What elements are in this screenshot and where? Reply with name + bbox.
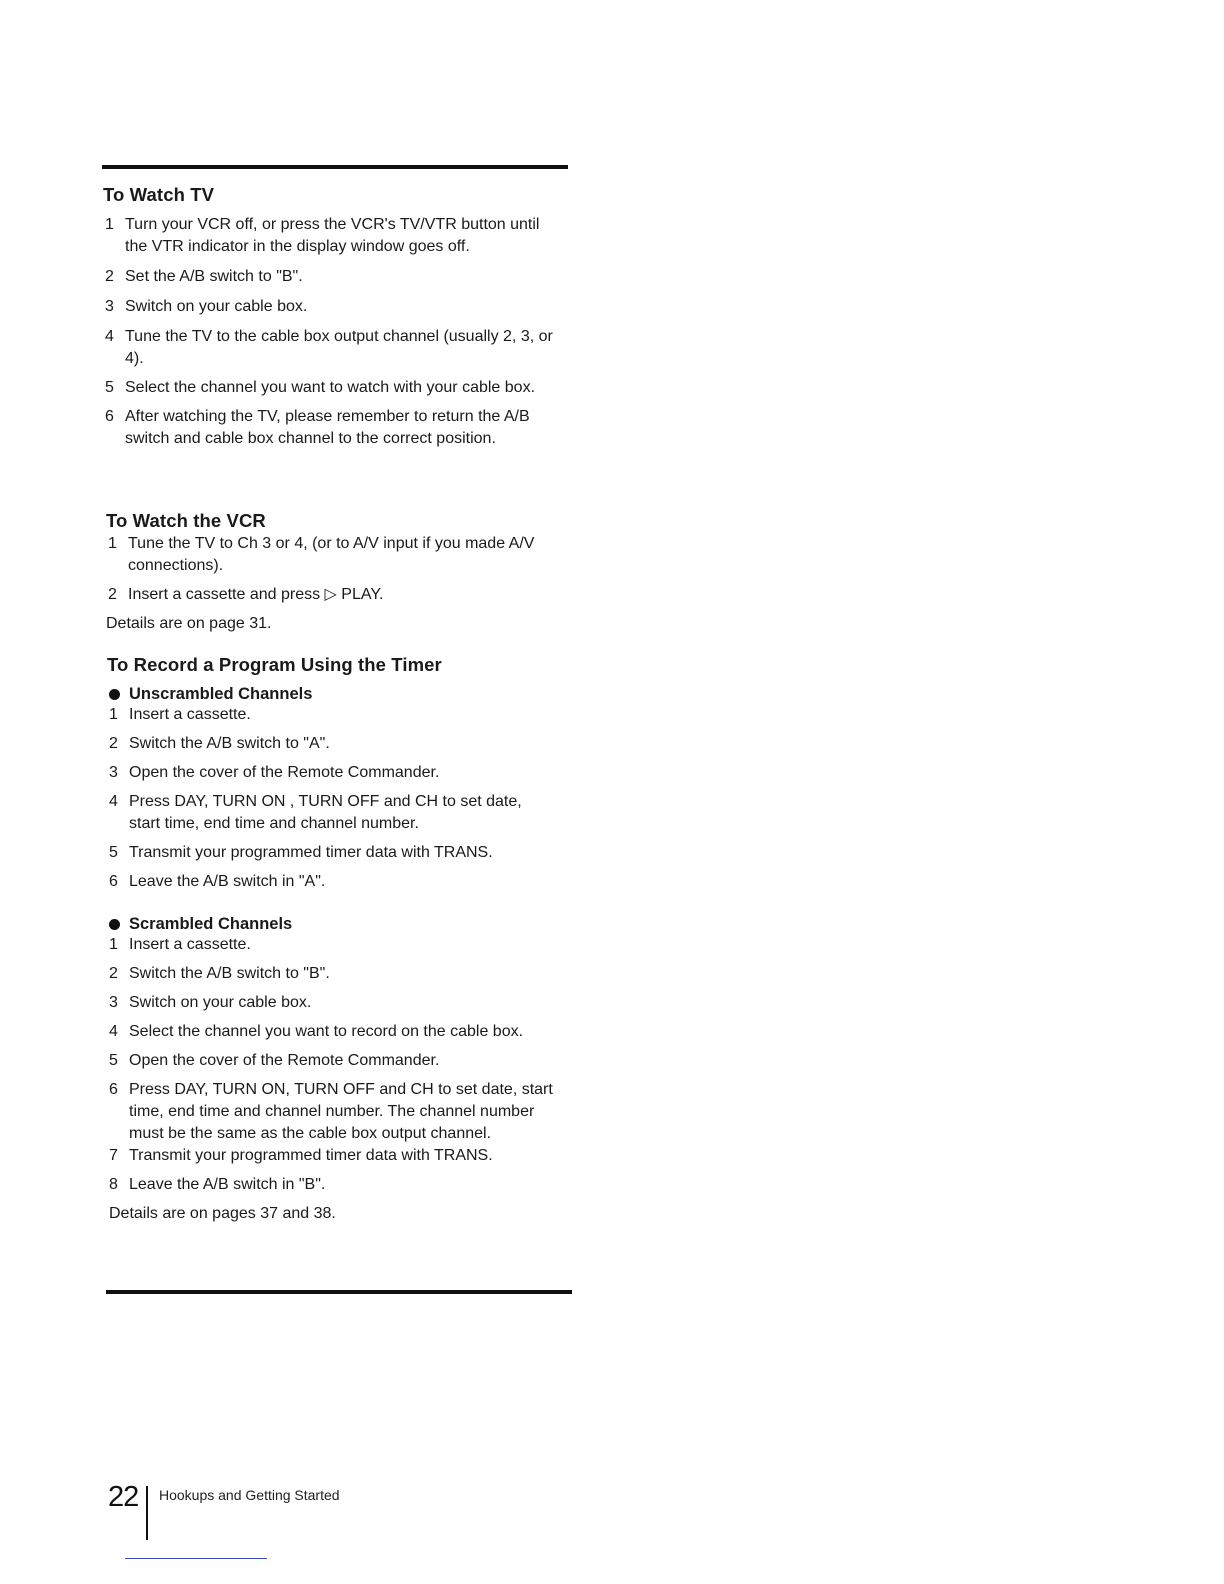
list-item: 5 Select the channel you want to watch with your cable box. bbox=[105, 379, 536, 396]
list-item: 2 Switch the A/B switch to "A". bbox=[109, 735, 330, 752]
list-item: 2 Switch the A/B switch to "B". bbox=[109, 965, 330, 982]
record-timer-details-note: Details are on pages 37 and 38. bbox=[109, 1205, 336, 1222]
list-item: 6 After watching the TV, please remember to return the A/B switch and cable box channel to the correct position. bbox=[105, 408, 530, 447]
list-item: 3 Switch on your cable box. bbox=[105, 298, 308, 315]
bottom-rule bbox=[106, 1290, 572, 1294]
watch-vcr-steps bbox=[106, 533, 564, 606]
list-item: 5 Open the cover of the Remote Commander. bbox=[109, 1052, 440, 1069]
page-number: 22 bbox=[108, 1481, 139, 1513]
list-item: 2 Insert a cassette and press ▷ PLAY. bbox=[108, 586, 384, 603]
record-timer-heading: To Record a Program Using the Timer bbox=[107, 654, 442, 675]
footer-section-title: Hookups and Getting Started bbox=[159, 1487, 340, 1503]
list-item: 1 Insert a cassette. bbox=[109, 706, 251, 723]
list-item: 2 Set the A/B switch to "B". bbox=[105, 268, 303, 285]
unscrambled-channels-heading: Unscrambled Channels bbox=[107, 684, 577, 704]
scrambled-steps bbox=[107, 934, 553, 1196]
watch-vcr-heading: To Watch the VCR bbox=[106, 510, 266, 531]
watch-tv-steps bbox=[103, 214, 565, 450]
top-rule bbox=[102, 165, 568, 169]
bullet-icon bbox=[109, 919, 120, 930]
watch-tv-section bbox=[103, 183, 573, 450]
list-item: 6 Leave the A/B switch in "A". bbox=[109, 873, 326, 890]
watch-tv-heading: To Watch TV bbox=[103, 184, 215, 205]
list-item: 3 Switch on your cable box. bbox=[109, 994, 312, 1011]
watch-vcr-section bbox=[106, 509, 576, 635]
list-item: 6 Press DAY, TURN ON, TURN OFF and CH to set date, start time, end time and channel number. The channel number must be the same as the cable box output channel. bbox=[109, 1081, 553, 1142]
list-item: 1 Turn your VCR off, or press the VCR's TV/VTR button until the VTR indicator in the display window goes off. bbox=[105, 216, 540, 255]
list-item: 1 Tune the TV to Ch 3 or 4, (or to A/V input if you made A/V connections). bbox=[108, 535, 535, 574]
scrambled-channels-heading: Scrambled Channels bbox=[107, 914, 577, 934]
list-item: 8 Leave the A/B switch in "B". bbox=[109, 1176, 326, 1193]
list-item: 1 Insert a cassette. bbox=[109, 936, 251, 953]
list-item: 4 Select the channel you want to record on the cable box. bbox=[109, 1023, 524, 1040]
footer-underline bbox=[125, 1558, 267, 1559]
list-item: 7 Transmit your programmed timer data with TRANS. bbox=[109, 1147, 493, 1164]
watch-vcr-details-note: Details are on page 31. bbox=[106, 615, 272, 632]
footer-divider bbox=[146, 1486, 148, 1540]
list-item: 5 Transmit your programmed timer data with TRANS. bbox=[109, 844, 493, 861]
bullet-icon bbox=[109, 689, 120, 700]
list-item: 4 Press DAY, TURN ON , TURN OFF and CH to set date, start time, end time and channel number. bbox=[109, 793, 522, 832]
list-item: 4 Tune the TV to the cable box output channel (usually 2, 3, or 4). bbox=[105, 328, 553, 367]
unscrambled-steps bbox=[107, 704, 547, 893]
record-timer-section bbox=[107, 653, 577, 1225]
list-item: 3 Open the cover of the Remote Commander. bbox=[109, 764, 440, 781]
